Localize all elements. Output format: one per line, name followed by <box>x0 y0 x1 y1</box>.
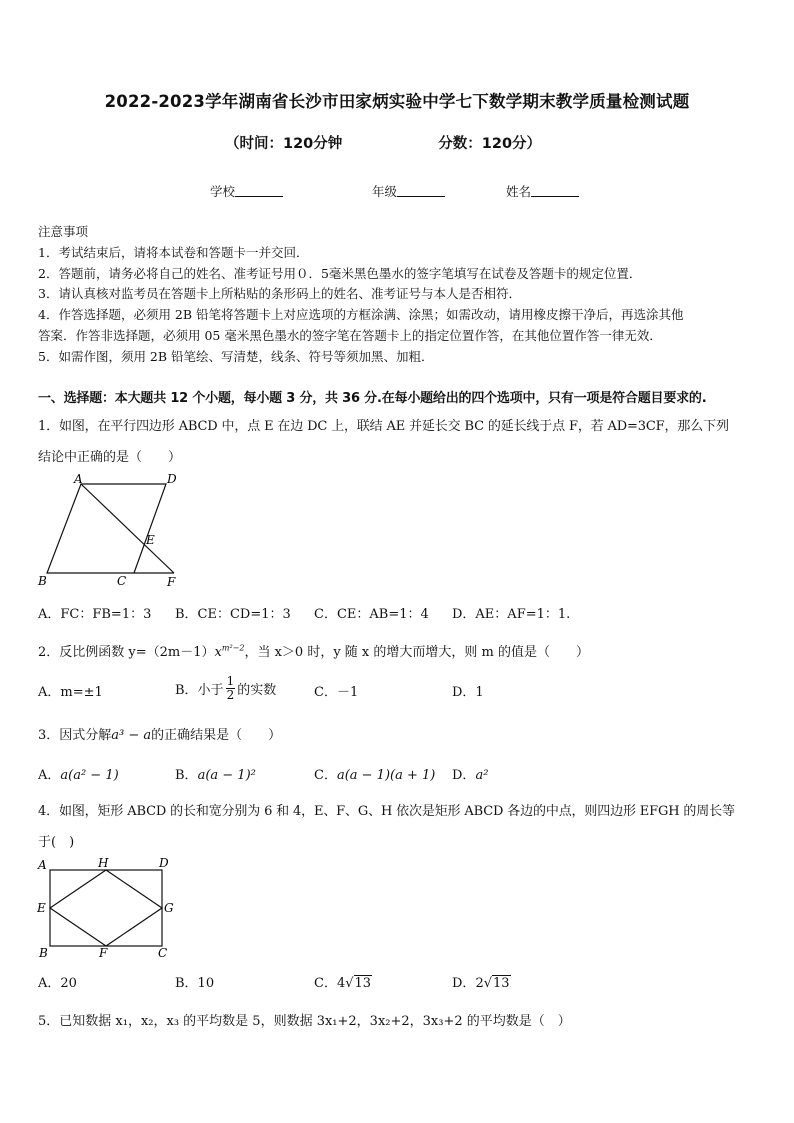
q2-option-c: C．－1 <box>314 685 359 700</box>
q2-option-b <box>175 675 276 702</box>
q3-option-b-label: B． <box>175 768 198 783</box>
q3-option-c-expr: a(a − 1)(a + 1) <box>336 768 436 783</box>
q4-option-c-radicand: 13 <box>354 976 372 991</box>
label-b: B <box>38 574 47 588</box>
q2-option-d: D．1 <box>452 685 484 700</box>
q3-option-a-expr: a(a² − 1) <box>60 768 119 783</box>
q1-option-a: A．FC：FB=1：3 <box>38 607 152 622</box>
q2-text-pre: 2．反比例函数 y=（2m－1） <box>38 645 215 660</box>
q3-option-b <box>175 764 256 783</box>
sqrt-icon: √ <box>345 976 354 991</box>
notice-item: 答案．作答非选择题，必须用 05 毫米黑色墨水的签字笔在答题卡上的指定位置作答，在其他位置作答一律无效． <box>38 327 662 343</box>
label-d: D <box>159 856 169 870</box>
frac-num: 1 <box>226 674 235 688</box>
q4-text-line2: 于( ) <box>38 835 75 850</box>
q2-text-post: ，当 x＞0 时，y 随 x 的增大而增大，则 m 的值是（ ） <box>244 645 589 660</box>
q4-option-a: A．20 <box>38 976 77 991</box>
frac-den: 2 <box>226 688 235 702</box>
label-h: H <box>98 856 109 870</box>
q1-parallelogram-figure <box>34 472 184 590</box>
exam-time: （时间：120分钟 <box>225 136 343 152</box>
exam-subtitle <box>225 132 541 153</box>
q1-text-line1: 1．如图，在平行四边形 ABCD 中，点 E 在边 DC 上，联结 AE 并延长交 BC 的延长线于点 F，若 AD=3CF，那么下列 <box>38 419 729 434</box>
q2-options <box>38 675 794 709</box>
sqrt-icon: √ <box>483 976 493 991</box>
q3-expression: a³ − a <box>111 728 152 743</box>
name-blank <box>531 184 579 197</box>
q3-option-d-label: D． <box>452 768 476 783</box>
school-field <box>210 182 283 200</box>
section-heading: 一、选择题：本大题共 12 个小题，每小题 3 分，共 36 分.在每小题给出的四个选项中，只有一项是符合题目要求的. <box>38 391 707 406</box>
exam-title: 2022-2023学年湖南省长沙市田家炳实验中学七下数学期末教学质量检测试题 <box>104 92 690 111</box>
label-a: A <box>38 858 47 872</box>
notice-item: 2．答题前，请务必将自己的姓名、准考证号用０．5毫米黑色墨水的签字笔填写在试卷及答题卡的规定位置． <box>38 265 642 281</box>
q4-option-d-coef: 2 <box>475 976 484 991</box>
q4-rectangle-figure <box>34 855 184 960</box>
q3-option-a-label: A． <box>38 768 61 783</box>
label-e: E <box>37 901 46 915</box>
q5-text: 5．已知数据 x₁，x₂，x₃ 的平均数是 5，则数据 3x₁+2，3x₂+2，3x₃+2 的平均数是（ ） <box>38 1014 571 1029</box>
q3-text-post: 的正确结果是（ ） <box>151 728 282 743</box>
label-f: F <box>167 575 176 589</box>
line-af <box>81 484 174 573</box>
q2-option-b-pre: B．小于 <box>175 683 224 698</box>
label-c: C <box>117 574 127 588</box>
label-e: E <box>146 533 155 547</box>
q1-options <box>38 603 794 621</box>
school-label: 学校 <box>210 184 236 199</box>
q4-options <box>38 972 794 992</box>
school-blank <box>235 184 283 197</box>
q2-variable-x: x <box>214 645 222 660</box>
q3-options <box>38 764 794 782</box>
fraction-one-half <box>226 675 236 702</box>
grade-blank <box>397 184 445 197</box>
q4-option-c-coef: 4 <box>336 976 346 991</box>
q2-option-a: A．m=±1 <box>38 685 103 700</box>
name-label: 姓名 <box>506 184 532 199</box>
q1-option-c: C．CE：AB=1：4 <box>314 607 429 622</box>
q4-option-c-label: C． <box>314 976 337 991</box>
notice-item: 5．如需作图，须用 2B 铅笔绘、写清楚，线条、符号等须加黑、加粗． <box>38 348 434 364</box>
exam-score: 分数：120分） <box>438 136 542 152</box>
q4-text-line1: 4．如图，矩形 ABCD 的长和宽分别为 6 和 4，E、F、G、H 依次是矩形 ABCD 各边的中点，则四边形 EFGH 的周长等 <box>38 804 735 819</box>
label-a: A <box>74 472 83 486</box>
label-d: D <box>167 472 177 486</box>
q1-option-b: B．CE：CD=1：3 <box>175 607 291 622</box>
q1-option-d: D．AE：AF=1：1. <box>452 607 571 622</box>
grade-field <box>372 182 445 200</box>
notice-heading: 注意事项 <box>38 224 89 239</box>
q4-option-d-label: D． <box>452 976 476 991</box>
notice-item: 3．请认真核对监考员在答题卡上所粘贴的条形码上的姓名、准考证号与本人是否相符． <box>38 286 521 302</box>
q3-option-b-expr: a(a − 1)² <box>197 768 256 783</box>
label-g: G <box>164 901 174 915</box>
notice-item: 1．考试结束后，请将本试卷和答题卡一并交回． <box>38 244 309 260</box>
parallelogram-abcd <box>47 484 166 573</box>
label-c: C <box>158 946 168 960</box>
q1-text-line2: 结论中正确的是（ ） <box>38 450 182 465</box>
q2-text <box>38 641 589 660</box>
rectangle-abcd <box>50 870 162 946</box>
notice-item: 4．作答选择题，必须用 2B 铅笔将答题卡上对应选项的方框涂满、涂黑；如需改动，请用橡皮擦干净后，再选涂其他 <box>38 307 684 323</box>
q2-option-b-post: 的实数 <box>237 683 277 698</box>
q3-option-d <box>452 764 488 783</box>
q3-option-c-label: C． <box>314 768 337 783</box>
notice-block <box>38 222 758 368</box>
grade-label: 年级 <box>372 184 398 199</box>
q3-option-c <box>314 764 435 783</box>
q3-option-a <box>38 764 119 783</box>
rhombus-efgh <box>50 870 162 946</box>
q4-option-c <box>314 972 372 991</box>
q2-exponent: m²−2 <box>221 643 245 653</box>
q3-text-pre: 3．因式分解 <box>38 728 112 743</box>
q4-option-d-radicand: 13 <box>493 976 510 991</box>
name-field <box>506 182 579 200</box>
q4-option-b: B．10 <box>175 976 215 991</box>
q4-option-d <box>452 972 511 991</box>
q3-text <box>38 724 281 743</box>
label-f: F <box>99 946 108 960</box>
q3-option-d-expr: a² <box>475 768 489 783</box>
label-b: B <box>39 946 48 960</box>
